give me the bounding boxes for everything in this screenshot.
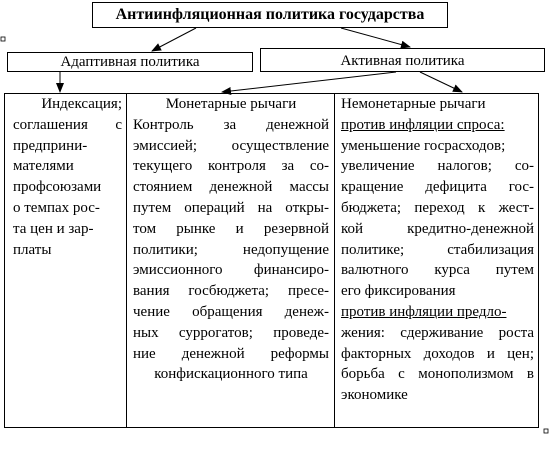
nonmonetary-line: кращение дефицита гос- (341, 179, 534, 196)
indexation-line: о темпах рос- (13, 199, 100, 216)
indexation-line: Индексация; (41, 96, 122, 112)
adaptive-policy-label: Адаптивная политика (60, 54, 200, 70)
active-policy-label: Активная политика (340, 53, 465, 69)
nonmonetary-line: экономике (341, 387, 408, 404)
monetary-line: стоянием денежной массы (133, 179, 329, 196)
monetary-line: политики; недопущение (133, 241, 329, 258)
corner-mark (1, 37, 5, 41)
nonmonetary-line: бюджета; переход к жест- (341, 199, 534, 216)
nonmonetary-line: против инфляции спроса: (341, 116, 505, 133)
nonmonetary-line: борьба с монополизмом в (341, 366, 534, 383)
monetary-line: текущего контроля за со- (133, 158, 329, 175)
arrow-to-monetary (222, 72, 396, 92)
monetary-line: конфискационного типа (154, 366, 308, 383)
monetary-heading: Монетарные рычаги (165, 96, 297, 112)
arrow-to-adaptive (152, 28, 196, 51)
monetary-line: ных суррогатов; проведе- (133, 324, 329, 341)
indexation-column (4, 93, 126, 428)
nonmonetary-line: его фиксирования (341, 283, 456, 300)
nonmonetary-line: увеличение налогов; со- (341, 158, 534, 175)
nonmonetary-line: против инфляции предло- (341, 303, 507, 320)
nonmonetary-line: факторных доходов и цен; (341, 345, 534, 362)
corner-mark (544, 429, 548, 433)
indexation-line: профсоюзами (13, 179, 102, 196)
title-box (92, 2, 448, 28)
active-policy-box (260, 48, 545, 72)
monetary-line: вания госбюджета; пресе- (133, 283, 329, 300)
indexation-line: мателями (13, 158, 74, 175)
arrow-to-nonmonetary (420, 72, 462, 92)
nonmonetary-line: уменьшение госрасходов; (341, 137, 506, 154)
indexation-line: предприни- (13, 137, 88, 154)
indexation-line: та цен и зар- (13, 220, 94, 237)
monetary-line: Контроль за денежной (133, 116, 329, 133)
monetary-line: чение обращения денеж- (133, 303, 329, 320)
nonmonetary-heading: Немонетарные рычаги (341, 96, 486, 112)
monetary-line: том рынке и резервной (133, 220, 329, 237)
nonmonetary-line: политике; стабилизация (341, 241, 534, 258)
indexation-line: платы (13, 241, 52, 258)
nonmonetary-line: кой кредитно-денежной (341, 220, 534, 237)
monetary-levers-column (126, 93, 334, 428)
monetary-line: эмиссией; осуществление (133, 137, 329, 154)
monetary-line: эмиссионного финансиро- (133, 262, 329, 279)
nonmonetary-line: валютного курса путем (341, 262, 534, 279)
indexation-line: соглашения с (13, 116, 122, 133)
nonmonetary-levers-column (334, 93, 539, 428)
monetary-line: путем операций на откры- (133, 199, 329, 216)
diagram-title: Антиинфляционная политика государства (115, 6, 425, 23)
monetary-line: ние денежной реформы (133, 345, 329, 362)
adaptive-policy-box (7, 52, 253, 72)
nonmonetary-line: жения: сдерживание роста (341, 324, 534, 341)
arrow-to-active (341, 28, 410, 47)
